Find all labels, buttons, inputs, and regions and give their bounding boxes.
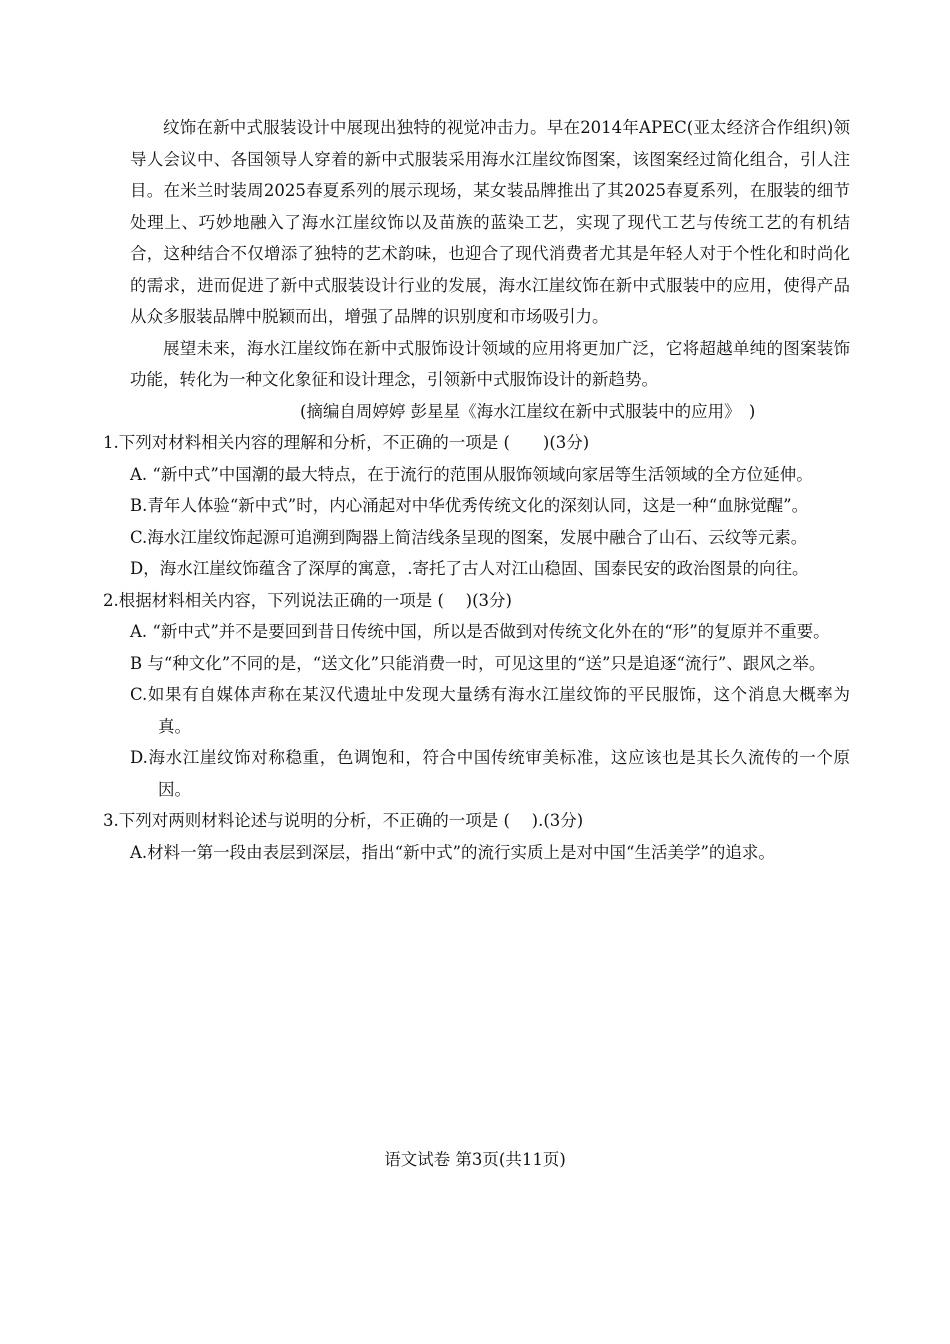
question-1-option-c: C.海水江崖纹饰起源可追溯到陶器上简洁线条呈现的图案，发展中融合了山石、云纹等元素。 (130, 527, 808, 547)
question-2-option-d: D.海水江崖纹饰对称稳重，色调饱和，符合中国传统审美标准，这应该也是其长久流传的一个原因。 (130, 748, 850, 799)
question-2-stem: 2.根据材料相关内容，下列说法正确的一项是 ( )(3分) (103, 590, 512, 610)
question-3 (103, 805, 850, 868)
question-3-option-a: A.材料一第一段由表层到深层，指出“新中式”的流行实质上是对中国“生活美学”的追求。 (130, 842, 775, 862)
question-3-stem: 3.下列对两则材料论述与说明的分析，不正确的一项是 ( ).(3分) (103, 811, 584, 830)
body-paragraph-1: 纹饰在新中式服装设计中展现出独特的视觉冲击力。早在2014年APEC(亚太经济合作组织)领导人会议中、各国领导人穿着的新中式服装采用海水江崖纹饰图案，该图案经过简化组合，引人注目。在米兰时装周2025春夏系列的展示现场，某女装品牌推出了其2025春夏系列，在服装的细节处理上、巧妙地融入了海水江崖纹饰以及苗族的蓝染工艺，实现了现代工艺与传统工艺的有机结合，这种结合不仅增添了独特的艺术韵味，也迎合了现代消费者尤其是年轻人对于个性化和时尚化的需求，进而促进了新中式服装设计行业的发展，海水江崖纹饰在新中式服装中的应用，使得产品从众多服装品牌中脱颖而出，增强了品牌的识别度和市场吸引力。 (130, 118, 850, 326)
body-paragraph-2: 展望未来，海水江崖纹饰在新中式服饰设计领域的应用将更加广泛，它将超越单纯的图案装饰功能，转化为一种文化象征和设计理念，引领新中式服饰设计的新趋势。 (130, 338, 850, 389)
question-1-option-a: A. “新中式”中国潮的最大特点，在于流行的范围从服饰领域向家居等生活领域的全方位延伸。 (130, 464, 813, 484)
question-1-stem: 1.下列对材料相关内容的理解和分析，不正确的一项是 ( )(3分) (103, 433, 590, 452)
source-citation: (摘编自周婷婷 彭星星《海水江崖纹在新中式服装中的应用》 ) (300, 401, 756, 421)
page-footer: 语文试卷 第3页(共11页) (384, 1150, 566, 1169)
question-1-option-d: D，海水江崖纹饰蕴含了深厚的寓意，.寄托了古人对江山稳固、国泰民安的政治图景的向往。 (130, 559, 809, 578)
exam-page-body (103, 112, 850, 868)
question-1 (103, 427, 850, 585)
question-2-option-a: A. “新中式”并不是要回到昔日传统中国，所以是否做到对传统文化外在的“形”的复原并不重要。 (130, 622, 830, 641)
question-2 (103, 585, 850, 806)
question-1-option-b: B.青年人体验“新中式”时，内心涌起对中华优秀传统文化的深刻认同，这是一种“血脉觉醒”。 (130, 496, 809, 515)
question-2-option-c: C.如果有自媒体声称在某汉代遗址中发现大量绣有海水江崖纹饰的平民服饰，这个消息大概率为真。 (130, 685, 850, 736)
question-2-option-b: B 与“种文化”不同的是，“送文化”只能消费一时，可见这里的“送”只是追逐“流行”、跟风之举。 (130, 653, 826, 673)
